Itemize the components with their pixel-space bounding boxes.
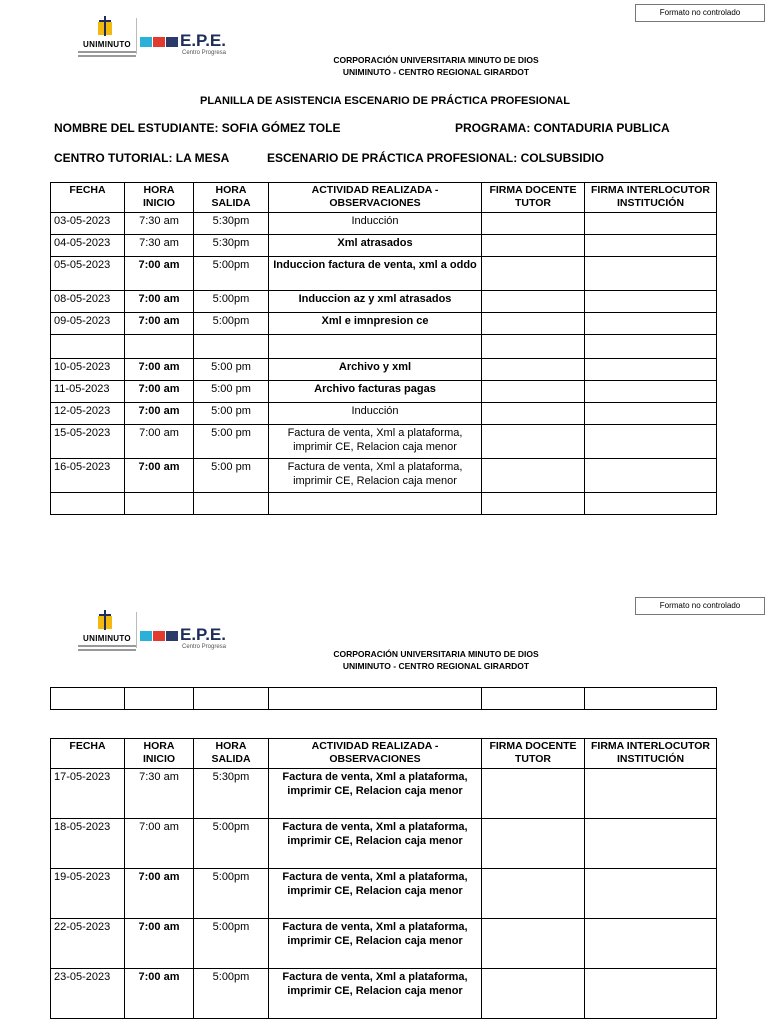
cell-fecha: 23-05-2023: [51, 969, 125, 1019]
cell-firma-docente: [482, 425, 585, 459]
cell-firma-interlocutor: [585, 493, 717, 515]
cell-hora-salida: 5:00pm: [194, 969, 269, 1019]
uniminuto-mark-icon: [94, 16, 116, 38]
cell-firma-docente: [482, 919, 585, 969]
cell-firma-docente: [482, 335, 585, 359]
cell-hora-inicio: 7:00 am: [125, 459, 194, 493]
cell-firma-interlocutor: [585, 919, 717, 969]
col-hora-salida: HORA SALIDA: [194, 739, 269, 769]
table-row: [51, 359, 717, 381]
cell-hora-inicio: 7:00 am: [125, 313, 194, 335]
table-row: [51, 919, 717, 969]
cell-actividad: Induccion factura de venta, xml a oddo: [269, 257, 482, 291]
cell-firma-interlocutor: [585, 291, 717, 313]
cell-firma-interlocutor: [585, 359, 717, 381]
cell-actividad: Factura de venta, Xml a plataforma, imprimir CE, Relacion caja menor: [269, 459, 482, 493]
uniminuto-logo: [76, 16, 138, 60]
col-firma-docente: FIRMA DOCENTE TUTOR: [482, 739, 585, 769]
cell-firma-docente: [482, 381, 585, 403]
cell-hora-inicio: 7:00 am: [125, 291, 194, 313]
epe-logo-text: E.P.E.: [180, 31, 226, 50]
practice-scenario: ESCENARIO DE PRÁCTICA PROFESIONAL: COLSUBSIDIO: [267, 151, 604, 165]
uniminuto-logo-2: [76, 610, 138, 654]
cell-fecha: [51, 335, 125, 359]
cell-actividad: Archivo y xml: [269, 359, 482, 381]
cell-firma-docente: [482, 313, 585, 335]
cell-hora-inicio: 7:00 am: [125, 969, 194, 1019]
header-line2-2: UNIMINUTO - CENTRO REGIONAL GIRARDOT: [342, 661, 530, 671]
cell-hora-inicio: [125, 335, 194, 359]
cell-fecha: 08-05-2023: [51, 291, 125, 313]
table-row: [51, 291, 717, 313]
table-row: [51, 869, 717, 919]
cell-firma-docente: [482, 869, 585, 919]
uniminuto-logo-text: UNIMINUTO: [83, 634, 131, 643]
cell-firma-docente: [482, 403, 585, 425]
cell-firma-interlocutor: [585, 381, 717, 403]
cell-firma-docente: [482, 213, 585, 235]
col-firma-interlocutor: FIRMA INTERLOCUTOR INSTITUCIÓN: [585, 183, 717, 213]
cell-firma-docente: [482, 257, 585, 291]
table-row: [51, 403, 717, 425]
cell-actividad: Xml e imnpresion ce: [269, 313, 482, 335]
cell-hora-inicio: 7:00 am: [125, 359, 194, 381]
cell-firma-interlocutor: [585, 235, 717, 257]
cell-hora-inicio: 7:30 am: [125, 235, 194, 257]
cell-hora-salida: [194, 335, 269, 359]
cell-fecha: [51, 493, 125, 515]
cell-hora-salida: 5:00pm: [194, 819, 269, 869]
cell-hora-salida: 5:00 pm: [194, 381, 269, 403]
blank-row-table: [50, 687, 717, 710]
cell-firma-docente: [482, 769, 585, 819]
cell-firma-interlocutor: [585, 257, 717, 291]
cell-actividad: Induccion az y xml atrasados: [269, 291, 482, 313]
table-row: [51, 381, 717, 403]
cell-firma-interlocutor: [585, 869, 717, 919]
cell-fecha: 10-05-2023: [51, 359, 125, 381]
cell-fecha: 09-05-2023: [51, 313, 125, 335]
cell-actividad: [269, 335, 482, 359]
cell-hora-inicio: 7:30 am: [125, 769, 194, 819]
table-row: [51, 459, 717, 493]
cell-hora-inicio: 7:00 am: [125, 257, 194, 291]
cell-firma-interlocutor: [585, 425, 717, 459]
cell-hora-inicio: 7:00 am: [125, 869, 194, 919]
tutorial-center: CENTRO TUTORIAL: LA MESA: [54, 151, 230, 165]
header-line1: CORPORACIÓN UNIVERSITARIA MINUTO DE DIOS: [333, 55, 539, 65]
page-title: PLANILLA DE ASISTENCIA ESCENARIO DE PRÁCTICA PROFESIONAL: [200, 95, 570, 107]
table-row: [51, 493, 717, 515]
header-line2: UNIMINUTO - CENTRO REGIONAL GIRARDOT: [342, 67, 530, 77]
cell-firma-interlocutor: [585, 459, 717, 493]
cell-firma-interlocutor: [585, 335, 717, 359]
table-row: [51, 335, 717, 359]
header-line1-2: CORPORACIÓN UNIVERSITARIA MINUTO DE DIOS: [333, 649, 539, 659]
cell-actividad: Inducción: [269, 213, 482, 235]
cell-actividad: Xml atrasados: [269, 235, 482, 257]
table-row: [51, 313, 717, 335]
epe-logo-subtitle: Centro Progresa: [182, 50, 227, 56]
cell-actividad: Factura de venta, Xml a plataforma, imprimir CE, Relacion caja menor: [269, 869, 482, 919]
format-label: Formato no controlado: [635, 4, 765, 22]
cell-fecha: 15-05-2023: [51, 425, 125, 459]
cell-firma-interlocutor: [585, 313, 717, 335]
cell-hora-salida: 5:00 pm: [194, 425, 269, 459]
cell-firma-interlocutor: [585, 403, 717, 425]
student-name: NOMBRE DEL ESTUDIANTE: SOFIA GÓMEZ TOLE: [54, 121, 341, 135]
program: PROGRAMA: CONTADURIA PUBLICA: [455, 121, 670, 135]
table-row: [51, 235, 717, 257]
cell-fecha: 04-05-2023: [51, 235, 125, 257]
format-label-2: Formato no controlado: [635, 597, 765, 615]
cell-actividad: Factura de venta, Xml a plataforma, imprimir CE, Relacion caja menor: [269, 425, 482, 459]
cell-hora-inicio: 7:00 am: [125, 403, 194, 425]
cell-fecha: 03-05-2023: [51, 213, 125, 235]
epe-logo-subtitle: Centro Progresa: [182, 644, 227, 650]
uniminuto-mark-icon: [94, 610, 116, 632]
uniminuto-logo-text: UNIMINUTO: [83, 40, 131, 49]
cell-hora-salida: 5:00pm: [194, 257, 269, 291]
epe-logo-text: E.P.E.: [180, 625, 226, 644]
cell-fecha: 22-05-2023: [51, 919, 125, 969]
cell-actividad: Factura de venta, Xml a plataforma, imprimir CE, Relacion caja menor: [269, 819, 482, 869]
cell-actividad: Archivo facturas pagas: [269, 381, 482, 403]
cell-hora-salida: 5:00pm: [194, 869, 269, 919]
cell-hora-inicio: 7:30 am: [125, 213, 194, 235]
cell-hora-salida: 5:30pm: [194, 213, 269, 235]
cell-firma-docente: [482, 969, 585, 1019]
cell-actividad: Inducción: [269, 403, 482, 425]
cell-fecha: 11-05-2023: [51, 381, 125, 403]
table-row: [51, 769, 717, 819]
cell-fecha: 12-05-2023: [51, 403, 125, 425]
col-hora-inicio: HORA INICIO: [125, 739, 194, 769]
cell-hora-salida: 5:30pm: [194, 769, 269, 819]
cell-fecha: 17-05-2023: [51, 769, 125, 819]
attendance-table-2: [50, 738, 717, 1019]
cell-fecha: 16-05-2023: [51, 459, 125, 493]
cell-actividad: Factura de venta, Xml a plataforma, imprimir CE, Relacion caja menor: [269, 969, 482, 1019]
cell-hora-inicio: 7:00 am: [125, 819, 194, 869]
cell-hora-inicio: 7:00 am: [125, 381, 194, 403]
cell-hora-salida: 5:00 pm: [194, 359, 269, 381]
cell-firma-docente: [482, 291, 585, 313]
col-fecha: FECHA: [51, 739, 125, 769]
cell-hora-salida: 5:00 pm: [194, 459, 269, 493]
col-hora-inicio: HORA INICIO: [125, 183, 194, 213]
cell-firma-docente: [482, 493, 585, 515]
epe-logo: [140, 28, 232, 58]
col-fecha: FECHA: [51, 183, 125, 213]
cell-fecha: 05-05-2023: [51, 257, 125, 291]
attendance-table-1: [50, 182, 717, 515]
table-row: [51, 425, 717, 459]
cell-hora-salida: 5:00pm: [194, 919, 269, 969]
cell-fecha: 18-05-2023: [51, 819, 125, 869]
cell-firma-docente: [482, 235, 585, 257]
cell-hora-salida: 5:00pm: [194, 313, 269, 335]
cell-hora-inicio: 7:00 am: [125, 919, 194, 969]
cell-actividad: [269, 493, 482, 515]
cell-firma-docente: [482, 459, 585, 493]
cell-hora-salida: [194, 493, 269, 515]
table-row: [51, 257, 717, 291]
cell-hora-salida: 5:00pm: [194, 291, 269, 313]
col-firma-docente: FIRMA DOCENTE TUTOR: [482, 183, 585, 213]
table-row: [51, 819, 717, 869]
epe-logo-2: [140, 622, 232, 652]
cell-fecha: 19-05-2023: [51, 869, 125, 919]
cell-firma-docente: [482, 359, 585, 381]
col-actividad: ACTIVIDAD REALIZADA - OBSERVACIONES: [269, 739, 482, 769]
cell-hora-salida: 5:30pm: [194, 235, 269, 257]
cell-hora-inicio: 7:00 am: [125, 425, 194, 459]
col-firma-interlocutor: FIRMA INTERLOCUTOR INSTITUCIÓN: [585, 739, 717, 769]
col-hora-salida: HORA SALIDA: [194, 183, 269, 213]
cell-firma-interlocutor: [585, 969, 717, 1019]
cell-firma-docente: [482, 819, 585, 869]
col-actividad: ACTIVIDAD REALIZADA - OBSERVACIONES: [269, 183, 482, 213]
cell-firma-interlocutor: [585, 819, 717, 869]
cell-actividad: Factura de venta, Xml a plataforma, imprimir CE, Relacion caja menor: [269, 919, 482, 969]
cell-firma-interlocutor: [585, 213, 717, 235]
table-row: [51, 213, 717, 235]
cell-firma-interlocutor: [585, 769, 717, 819]
cell-hora-salida: 5:00 pm: [194, 403, 269, 425]
cell-hora-inicio: [125, 493, 194, 515]
cell-actividad: Factura de venta, Xml a plataforma, imprimir CE, Relacion caja menor: [269, 769, 482, 819]
table-row: [51, 969, 717, 1019]
